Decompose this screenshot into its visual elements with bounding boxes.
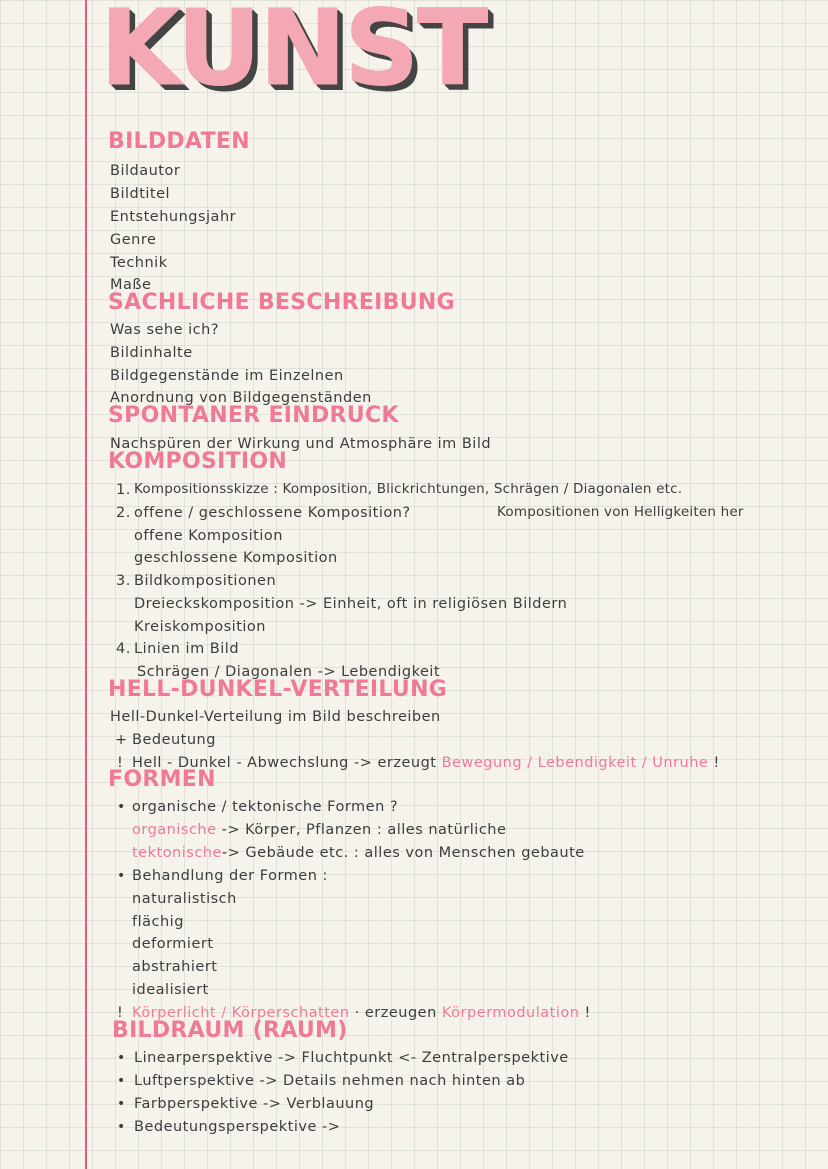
bullet: • [117, 1050, 126, 1066]
list-item: Technik [110, 255, 168, 271]
list-item: naturalistisch [132, 891, 237, 907]
list-item: Was sehe ich? [110, 322, 220, 338]
list-item: Bildinhalte [110, 345, 193, 361]
list-number: 3. [116, 573, 131, 589]
body-text: Hell-Dunkel-Verteilung im Bild beschreiben [110, 709, 441, 725]
hd-end: ! [713, 755, 720, 771]
list-number: 2. [116, 505, 131, 521]
list-item: Kompositionsskizze : Komposition, Blickrichtungen, Schrägen / Diagonalen etc. [134, 481, 683, 497]
hd-highlight: Bewegung / Lebendigkeit / Unruhe [441, 755, 709, 771]
margin-line [85, 0, 87, 1169]
list-item: Anordnung von Bildgegenständen [110, 390, 372, 406]
hd-text: Hell - Dunkel - Abwechslung -> erzeugt [132, 755, 437, 771]
koerperlicht-text: Körperlicht / Körperschatten [132, 1005, 350, 1021]
heading-bildraum: BILDRAUM (RAUM) [112, 1018, 348, 1043]
list-item: Schrägen / Diagonalen -> Lebendigkeit [137, 664, 441, 680]
list-item: Farbperspektive -> Verblauung [134, 1096, 375, 1112]
list-item: Linearperspektive -> Fluchtpunkt <- Zentralperspektive [134, 1050, 569, 1066]
tektonisch-text: -> Gebäude etc. : alles von Menschen gebaute [221, 845, 585, 861]
erzeugen-text: · erzeugen [354, 1005, 437, 1021]
organisch-text: -> Körper, Pflanzen : alles natürliche [221, 822, 507, 838]
exclamation-mark: ! [117, 1005, 124, 1021]
list-item [132, 823, 506, 838]
list-item [132, 846, 585, 861]
tektonisch-label: tektonische [132, 845, 222, 861]
list-item: Entstehungsjahr [110, 209, 237, 225]
list-item: Luftperspektive -> Details nehmen nach hinten ab [134, 1073, 526, 1089]
list-item: flächig [132, 914, 184, 930]
page-title: KUNST [100, 0, 487, 109]
bullet: • [117, 868, 126, 884]
heading-komposition: KOMPOSITION [108, 449, 288, 474]
koerpermodulation-text: Körpermodulation [441, 1005, 580, 1021]
bullet: • [117, 1096, 126, 1112]
list-item [132, 756, 720, 771]
list-item: Maße [110, 277, 152, 293]
list-item: Linien im Bild [134, 641, 240, 657]
list-item: offene / geschlossene Komposition? [134, 505, 411, 521]
bullet: • [117, 1119, 126, 1135]
list-item: organische / tektonische Formen ? [132, 799, 399, 815]
bullet: • [117, 1073, 126, 1089]
exclamation-mark: ! [117, 755, 124, 771]
k-end: ! [584, 1005, 591, 1021]
list-item: Bildkompositionen [134, 573, 277, 589]
heading-spontaner-eindruck: SPONTANER EINDRUCK [108, 403, 399, 428]
list-number: 4. [116, 641, 131, 657]
bullet: • [117, 799, 126, 815]
list-item: offene Komposition [134, 528, 283, 544]
plus-mark: + [115, 732, 128, 748]
heading-formen: FORMEN [108, 767, 216, 792]
organisch-label: organische [132, 822, 217, 838]
list-item: Bildtitel [110, 186, 171, 202]
list-item: Bedeutung [132, 732, 216, 748]
heading-sachliche-beschreibung: SACHLICHE BESCHREIBUNG [108, 290, 455, 315]
list-item: Bildautor [110, 163, 181, 179]
side-note: Kompositionen von Helligkeiten her [497, 504, 744, 520]
heading-hell-dunkel-verteilung: HELL-DUNKEL-VERTEILUNG [108, 677, 448, 702]
list-item: Kreiskomposition [134, 619, 266, 635]
body-text: Nachspüren der Wirkung und Atmosphäre im Bild [110, 436, 492, 452]
list-item: Bedeutungsperspektive -> [134, 1119, 341, 1135]
list-item: Behandlung der Formen : [132, 868, 328, 884]
list-item: deformiert [132, 936, 214, 952]
list-item: idealisiert [132, 982, 209, 998]
list-number: 1. [116, 482, 131, 498]
list-item: Dreieckskomposition -> Einheit, oft in religiösen Bildern [134, 596, 568, 612]
list-item: geschlossene Komposition [134, 550, 338, 566]
heading-bilddaten: BILDDATEN [108, 129, 250, 154]
list-item: abstrahiert [132, 959, 218, 975]
list-item: Genre [110, 232, 157, 248]
list-item: Bildgegenstände im Einzelnen [110, 368, 344, 384]
